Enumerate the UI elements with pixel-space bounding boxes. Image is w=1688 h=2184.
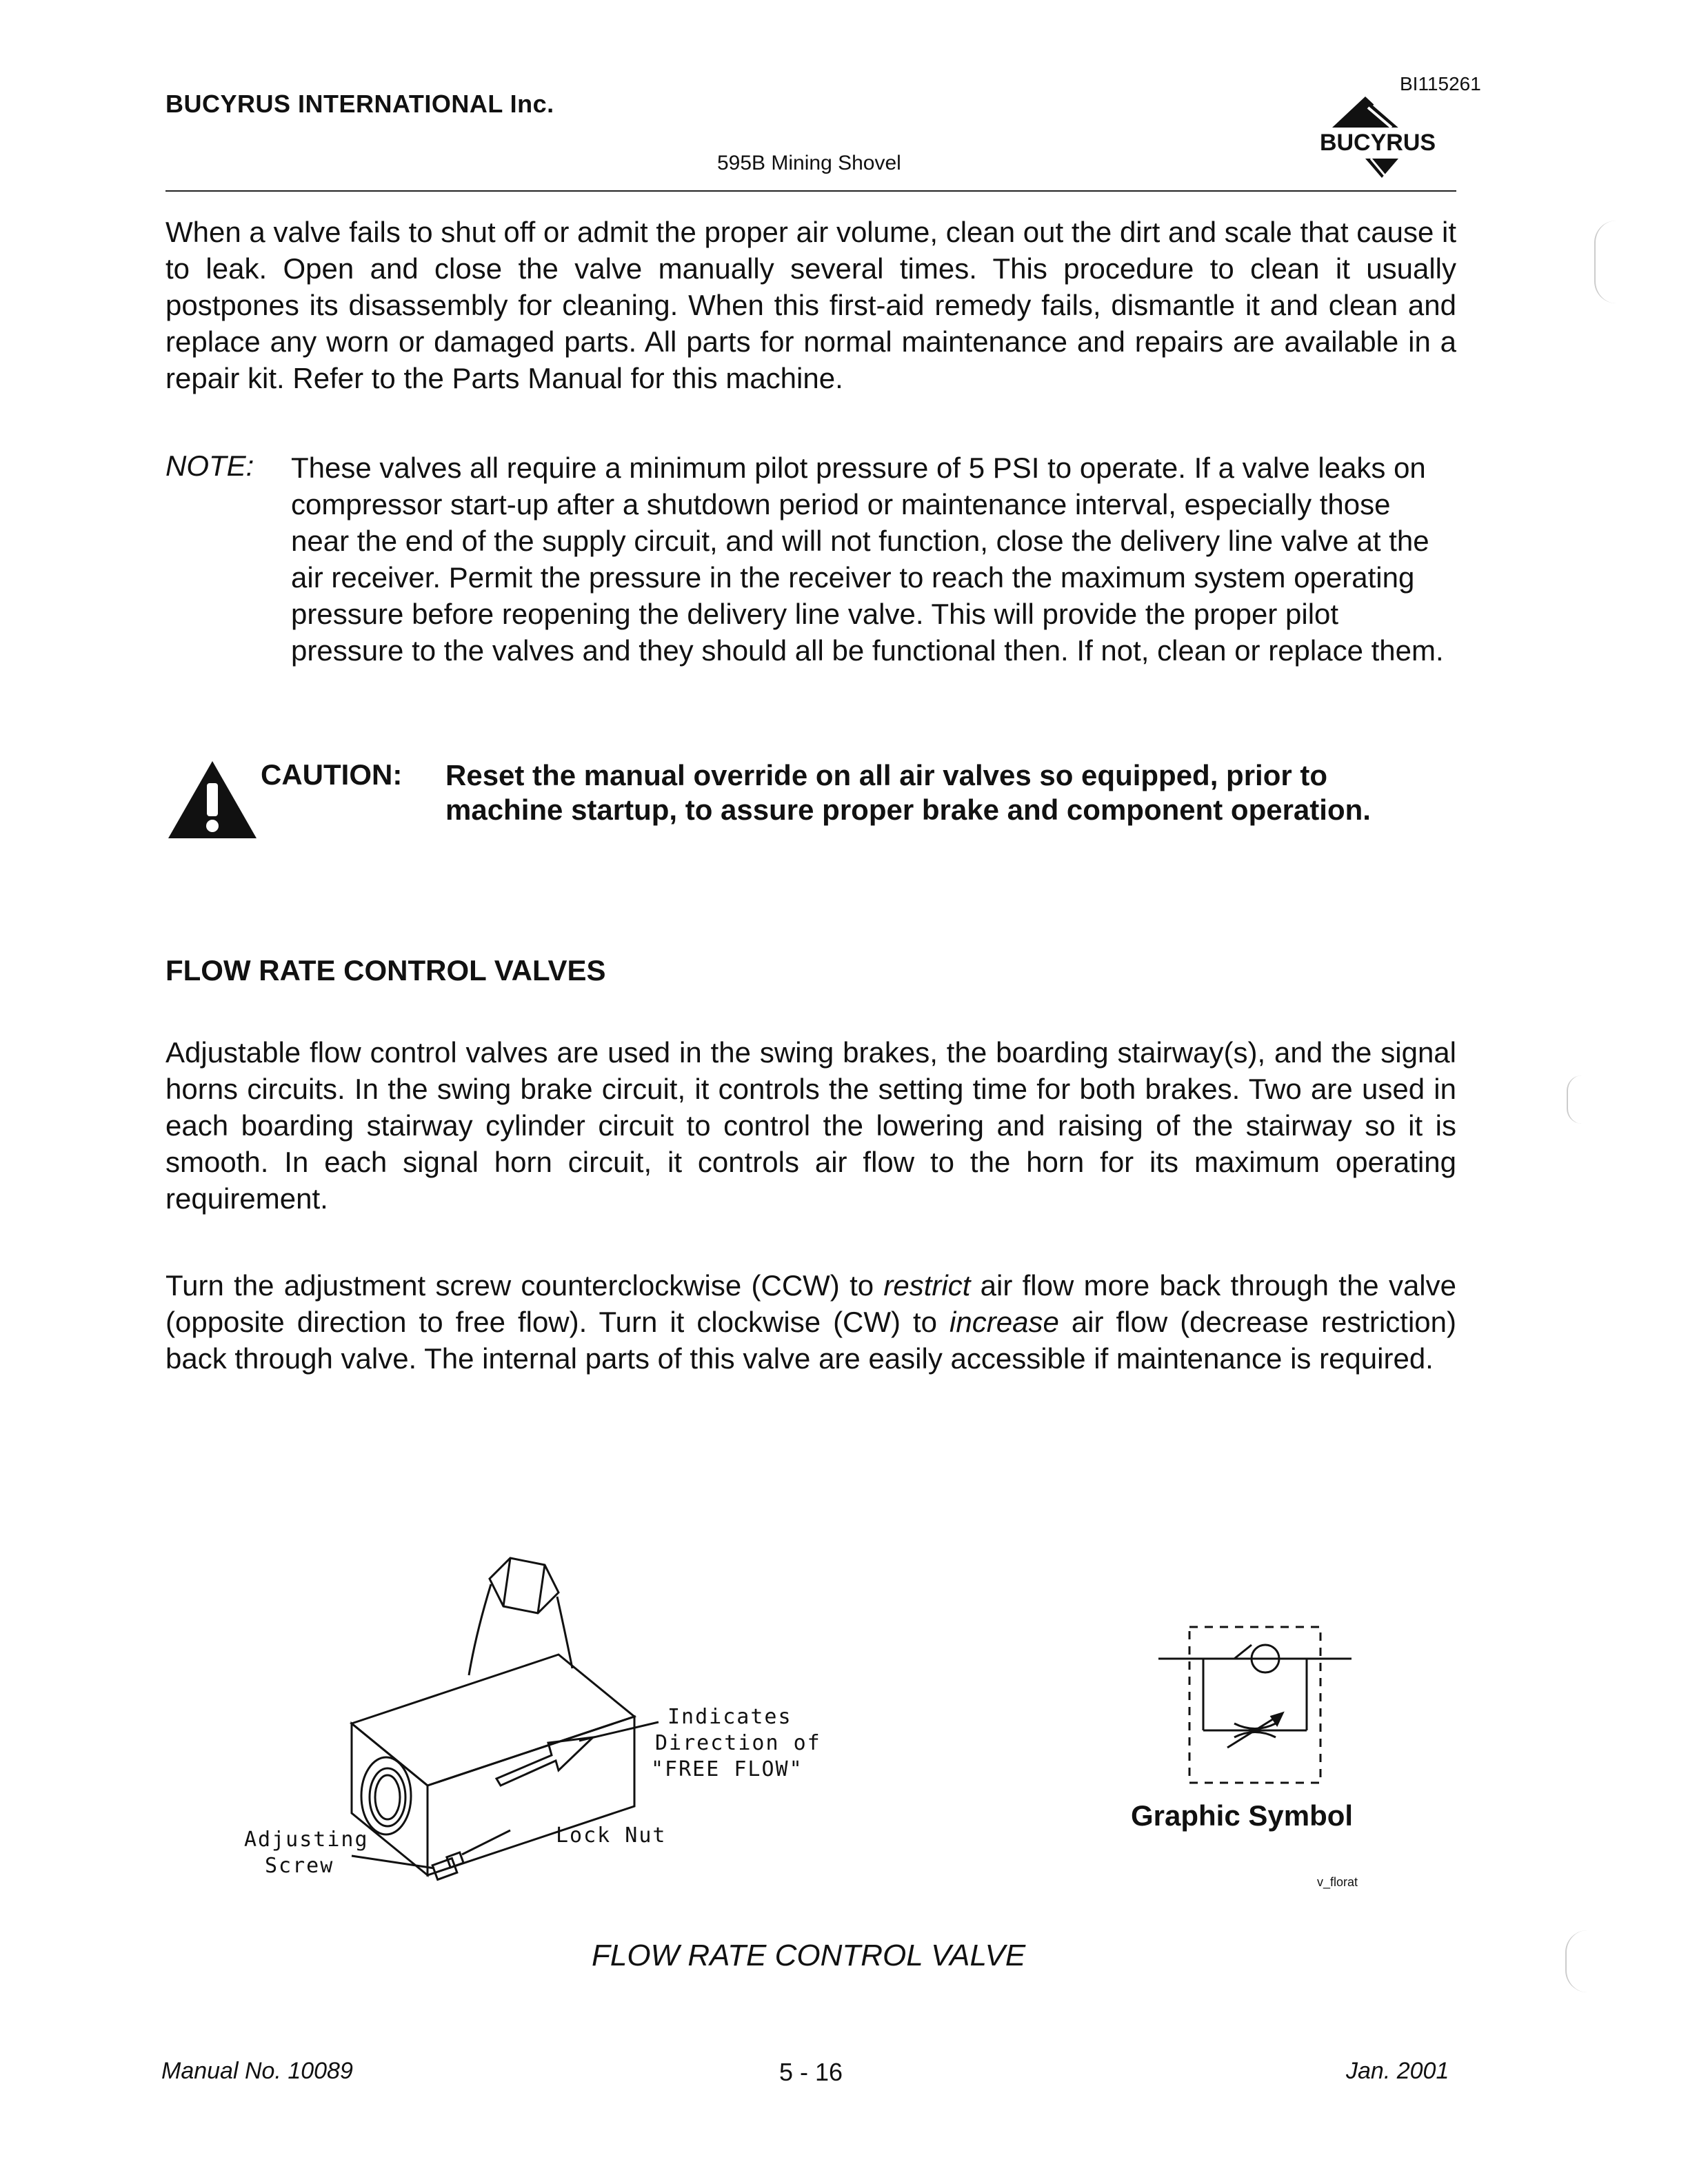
- paragraph2-text-1: Turn the adjustment screw counterclockwise (CCW) to: [165, 1269, 884, 1302]
- caution-label: CAUTION:: [261, 758, 403, 791]
- margin-mark: [1594, 221, 1616, 303]
- warning-triangle-icon: [165, 758, 259, 841]
- header-rule: [165, 190, 1456, 192]
- graphic-symbol-caption: Graphic Symbol: [1131, 1799, 1354, 1832]
- paragraph2-text-2: air flow more back through the valve (opposite direction to free flow). Turn it clockwise (CW) to: [165, 1269, 1456, 1338]
- caution-text: Reset the manual override on all air valves so equipped, prior to machine startup, to assure proper brake and component operation.: [445, 759, 1371, 826]
- label-screw: Screw: [265, 1854, 334, 1878]
- paragraph2-emphasis-restrict: restrict: [883, 1269, 971, 1302]
- note-label: NOTE:: [165, 449, 254, 482]
- svg-text:BUCYRUS: BUCYRUS: [1319, 130, 1436, 156]
- label-adjusting: Adjusting: [244, 1828, 369, 1852]
- machine-model: 595B Mining Shovel: [717, 152, 901, 174]
- figure-caption: FLOW RATE CONTROL VALVE: [592, 1939, 1026, 1972]
- manual-number: Manual No. 10089: [161, 2058, 353, 2084]
- document-id: BI115261: [1400, 73, 1481, 94]
- document-date: Jan. 2001: [1346, 2058, 1449, 2084]
- label-lock-nut: Lock Nut: [556, 1823, 667, 1848]
- paragraph2-emphasis-increase: increase: [950, 1306, 1059, 1338]
- section-heading: FLOW RATE CONTROL VALVES: [165, 954, 606, 987]
- figure-code: v_florat: [1317, 1875, 1358, 1889]
- label-direction: Direction of: [655, 1731, 821, 1755]
- graphic-symbol-diagram: [1152, 1620, 1358, 1799]
- note-text: These valves all require a minimum pilot pressure of 5 PSI to operate. If a valve leaks on compressor start-up after a shutdown period or maintenance interval, especially those near the end of the supply circuit, and will not function, close the delivery line valve at the air receiver. Permit the pressure in the receiver to reach the maximum system operating pressure before reopening the delivery line valve. This will provide the proper pilot pressure to the valves and they should all be functional then. If not, clean or replace them.: [291, 452, 1444, 667]
- margin-mark: [1567, 1075, 1582, 1124]
- page-number: 5 - 16: [779, 2058, 843, 2086]
- section-paragraph-1: Adjustable flow control valves are used in the swing brakes, the boarding stairway(s), and the signal horns circuits. In the swing brake circuit, it controls the setting time for both brakes. Two are used in each boarding stairway cylinder circuit to control the lowering and raising of the stairway so it is smooth. In each signal horn circuit, it controls air flow to the horn for its maximum operating requirement.: [165, 1036, 1456, 1215]
- paragraph2-text-3: air flow (decrease restriction) back through valve. The internal parts of this valve are easily accessible if maintenance is required.: [165, 1306, 1456, 1375]
- company-name: BUCYRUS INTERNATIONAL Inc.: [165, 90, 554, 118]
- label-free-flow: "FREE FLOW": [651, 1757, 803, 1781]
- label-indicates: Indicates: [667, 1705, 792, 1729]
- section-paragraph-2: [165, 1267, 1456, 1377]
- intro-paragraph: When a valve fails to shut off or admit the proper air volume, clean out the dirt and scale that cause it to leak. Open and close the valve manually several times. This procedure to clean it usually postpones its disassembly for cleaning. When this first-aid remedy fails, dismantle it and clean and replace any worn or damaged parts. All parts for normal maintenance and repairs are available in a repair kit. Refer to the Parts Manual for this machine.: [165, 216, 1456, 394]
- margin-mark: [1565, 1930, 1587, 1992]
- bucyrus-logo: [1296, 90, 1462, 179]
